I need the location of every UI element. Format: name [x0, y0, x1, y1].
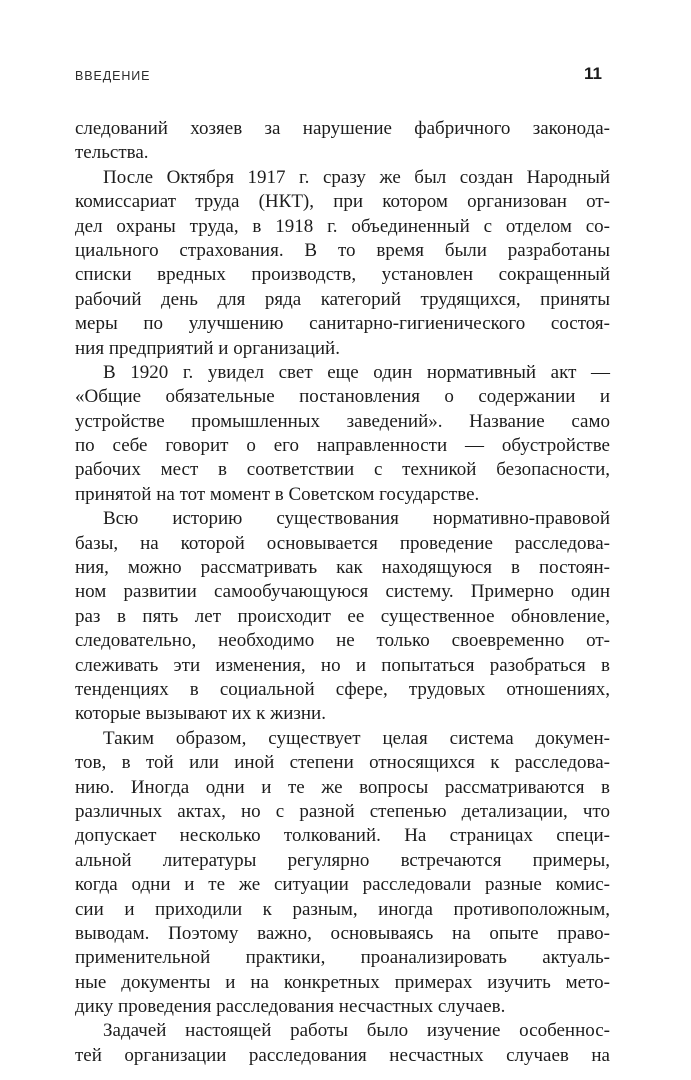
text-line: Всю историю существования нормативно-правовой [103, 508, 610, 530]
text-line: тов, в той или иной степени относящихся к расследова- [75, 752, 610, 774]
text-line: устройстве промышленных заведений». Название само [75, 410, 610, 432]
text-line: различных актах, но с разной степенью детализации, что [75, 800, 610, 822]
text-line: Задачей настоящей работы было изучение особеннос- [103, 1020, 610, 1042]
body-text [75, 117, 610, 1068]
text-line: следовательно, необходимо не только своевременно от- [75, 630, 610, 652]
page-number: 11 [584, 64, 602, 83]
text-line: После Октября 1917 г. сразу же был создан Народный [103, 166, 610, 188]
text-line: списки вредных производств, установлен сокращенный [75, 264, 610, 286]
text-line: альной литературы регулярно встречаются примеры, [75, 849, 610, 871]
text-line: следований хозяев за нарушение фабричного законода- [75, 118, 610, 139]
text-line: ния, можно рассматривать как находящуюся в постоян- [75, 557, 610, 579]
text-line: дику проведения расследования несчастных случаев. [75, 996, 506, 1018]
text-line: применительной практики, проанализировать актуаль- [75, 947, 610, 969]
text-line: рабочий день для ряда категорий трудящихся, приняты [75, 288, 610, 310]
text-line: слеживать эти изменения, но и попытаться разобраться в [75, 654, 610, 676]
text-line: тельства. [75, 142, 149, 164]
running-title: ВВЕДЕНИЕ [75, 69, 151, 83]
text-line: раз в пять лет происходит ее существенное обновление, [75, 605, 610, 627]
text-line: «Общие обязательные постановления о содержании и [75, 386, 610, 408]
text-line: принятой на тот момент в Советском государстве. [75, 483, 480, 505]
text-line: допускает несколько толкований. На страницах специ- [75, 825, 610, 847]
text-line: когда одни и те же ситуации расследовали разные комис- [75, 874, 610, 896]
text-line: ные документы и на конкретных примерах изучить мето- [75, 971, 610, 993]
text-line: комиссариат труда (НКТ), при котором организован от- [75, 191, 610, 213]
text-line: меры по улучшению санитарно-гигиенического состоя- [75, 313, 610, 335]
text-line: нию. Иногда одни и те же вопросы рассматриваются в [75, 776, 610, 798]
text-line: сии и приходили к разным, иногда противоположным, [75, 898, 610, 920]
text-line: по себе говорит о его направленности — обустройстве [75, 435, 610, 457]
text-line: рабочих мест в соответствии с техникой безопасности, [75, 459, 610, 481]
text-line: циального страхования. В то время были разработаны [75, 239, 610, 261]
text-line: дел охраны труда, в 1918 г. объединенный с отделом со- [75, 215, 610, 237]
text-line: В 1920 г. увидел свет еще один нормативный акт — [103, 361, 610, 383]
text-line: выводам. Поэтому важно, основываясь на опыте право- [75, 922, 610, 944]
text-line: которые вызывают их к жизни. [75, 703, 326, 725]
text-line: Таким образом, существует целая система докумен- [103, 727, 610, 749]
text-line: тей организации расследования несчастных случаев на [75, 1044, 610, 1066]
text-line: ния предприятий и организаций. [75, 337, 340, 359]
text-line: базы, на которой основывается проведение расследова- [75, 532, 610, 554]
text-line: ном развитии самообучающуюся систему. Примерно один [75, 581, 610, 603]
text-line: тенденциях в социальной сфере, трудовых отношениях, [75, 678, 610, 700]
